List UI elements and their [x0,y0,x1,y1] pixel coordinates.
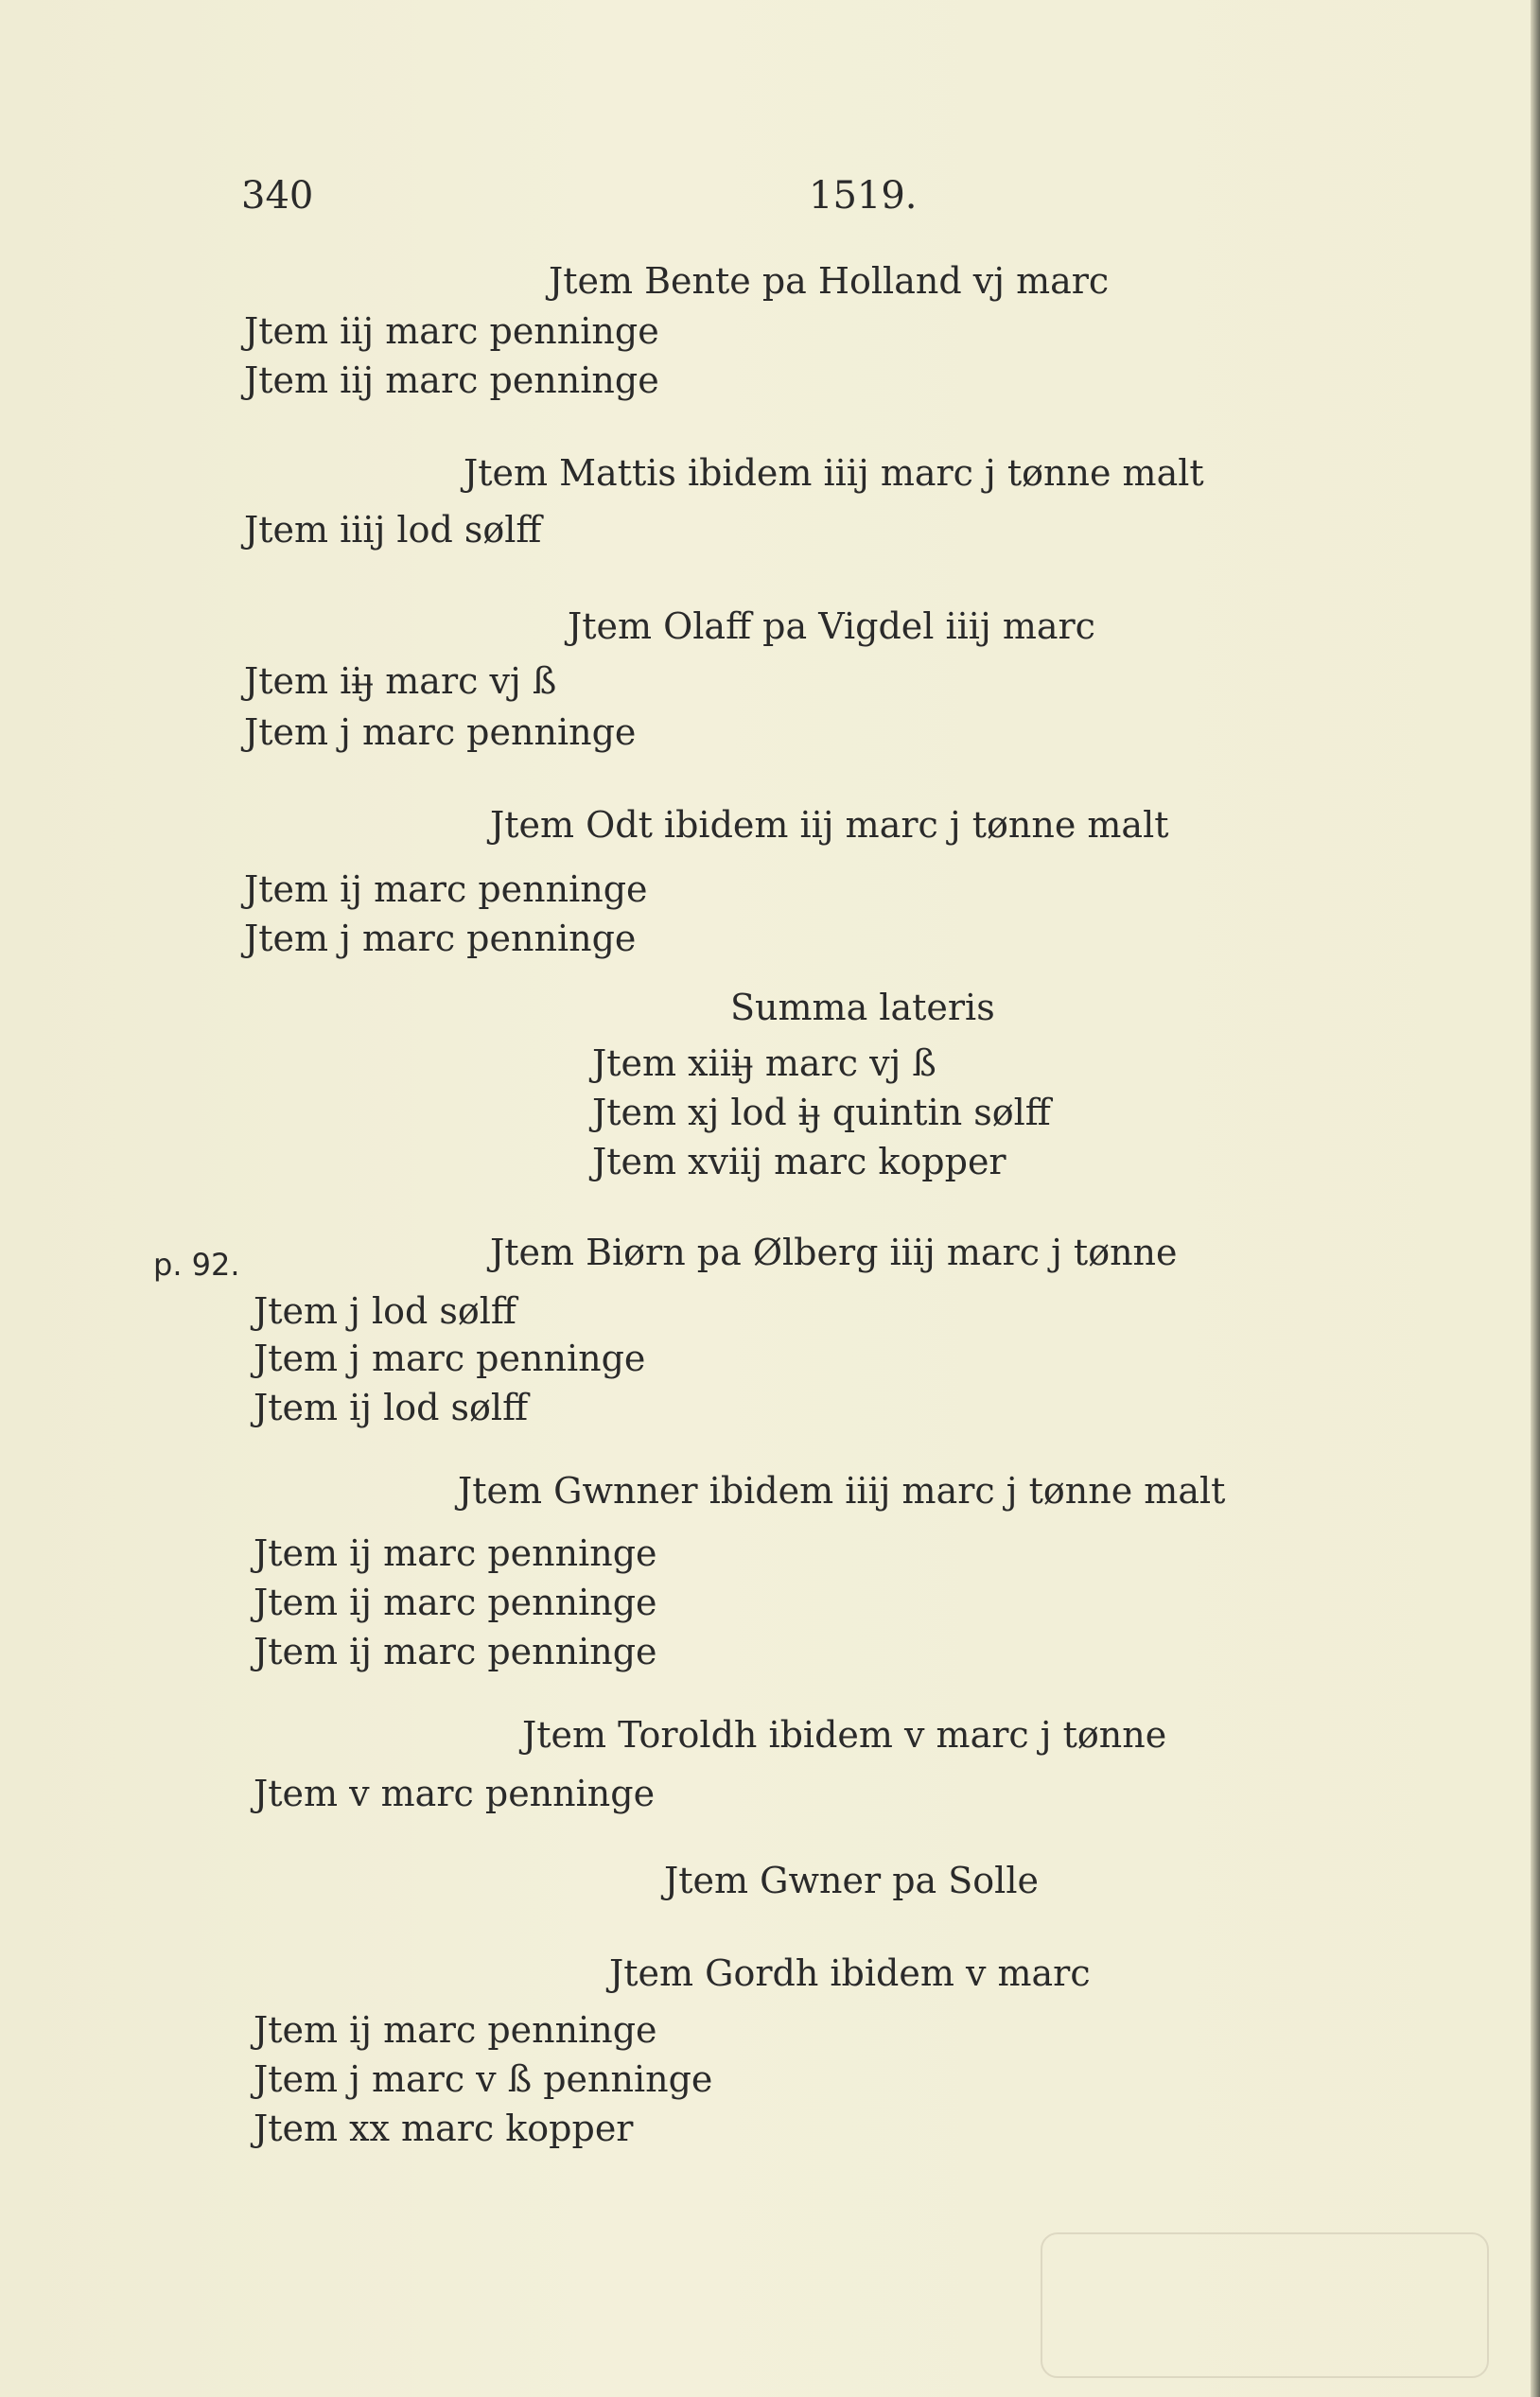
text-line: Jtem Olaff pa Vigdel iiij marc [568,605,1095,647]
text-line: Jtem v marc penninge [254,1773,656,1814]
text-line: Jtem ij marc penninge [254,2009,657,2051]
text-line: Jtem iiȷ̶ marc vj ß [244,660,557,702]
text-line: Jtem iij marc penninge [244,310,659,352]
text-line: Jtem ij marc penninge [254,1532,657,1574]
text-line: Jtem Odt ibidem iij marc j tønne malt [490,804,1169,846]
text-line: Jtem ij marc penninge [254,1582,657,1623]
text-line: Jtem Gordh ibidem v marc [609,1952,1091,1994]
text-line: Jtem xx marc kopper [254,2108,634,2149]
text-line: Jtem ij marc penninge [254,1631,657,1672]
text-line: Jtem j lod sølff [254,1290,516,1332]
text-line: Jtem xiiiȷ̶ marc vj ß [592,1042,936,1084]
text-line: Summa lateris [730,987,995,1028]
text-line: Jtem ij lod sølff [254,1387,529,1428]
page-year: 1519. [809,174,918,218]
text-line: Jtem xviij marc kopper [592,1141,1006,1182]
text-line: Jtem Bente pa Holland vj marc [549,260,1110,302]
text-line: Jtem iij marc penninge [244,359,659,401]
text-line: Jtem j marc penninge [254,1338,646,1379]
text-line: Jtem ij marc penninge [244,868,648,910]
text-line: Jtem iiij lod sølff [244,509,542,551]
text-line: Jtem Gwner pa Solle [664,1860,1039,1901]
faint-stamp-outline [1041,2232,1489,2378]
text-line: Jtem Toroldh ibidem v marc j tønne [522,1714,1167,1756]
page-edge-shadow [1531,0,1540,2397]
text-line: Jtem Biørn pa Ølberg iiij marc j tønne [490,1232,1178,1273]
text-line: Jtem xj lod iȷ̶ quintin sølff [592,1092,1051,1133]
text-line: Jtem Gwnner ibidem iiij marc j tønne malt [458,1470,1226,1512]
page-number: 340 [241,174,314,218]
text-line: Jtem j marc penninge [244,918,637,959]
text-line: Jtem j marc v ß penninge [254,2058,713,2100]
text-line: Jtem j marc penninge [244,711,637,753]
text-line: Jtem Mattis ibidem iiij marc j tønne malt [464,452,1204,494]
margin-page-reference: p. 92. [153,1247,240,1283]
